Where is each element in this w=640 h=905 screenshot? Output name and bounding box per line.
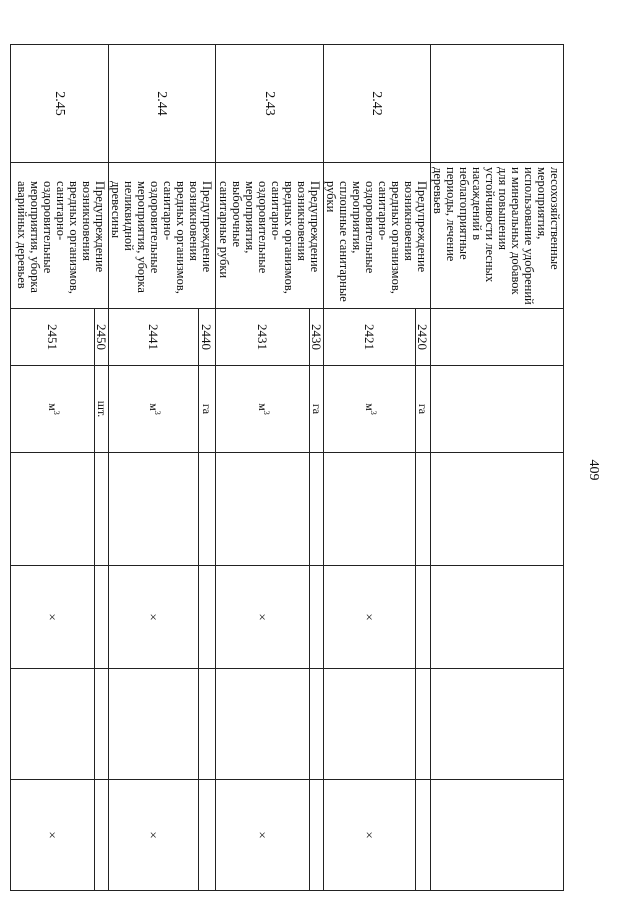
rotated-table-container: [15, 44, 564, 890]
table-row: [415, 45, 430, 891]
row-code: 2431: [216, 309, 310, 366]
row-cell: [198, 780, 215, 891]
table-row: [198, 45, 215, 891]
row-cell: [95, 566, 109, 669]
row-cell: [431, 669, 564, 780]
unit-exponent: 3: [262, 410, 271, 415]
row-cell: [415, 453, 430, 566]
row-cell: ×: [216, 780, 310, 891]
row-cell: ×: [109, 780, 199, 891]
row-number: 2.42: [324, 45, 431, 163]
row-cell: [198, 566, 215, 669]
unit-exponent: 3: [52, 410, 61, 415]
row-cell: [109, 669, 199, 780]
row-cell: [324, 669, 416, 780]
row-cell: ×: [216, 566, 310, 669]
document-table-frame: [15, 44, 564, 890]
row-unit: [11, 366, 95, 453]
row-cell: [95, 453, 109, 566]
row-cell: ×: [11, 780, 95, 891]
row-unit: шт.: [95, 366, 109, 453]
unit-exponent: 3: [152, 410, 162, 415]
row-name: Предупреждение возникновения вредных организмов, санитарно-оздоровительные мероприятия, сплошные санитарные рубки: [324, 163, 431, 309]
unit-base: м: [362, 403, 377, 411]
row-unit: [109, 366, 199, 453]
row-unit: га: [310, 366, 324, 453]
row-unit: [324, 366, 416, 453]
row-cell: [198, 453, 215, 566]
row-cell: [109, 453, 199, 566]
row-cell: [95, 669, 109, 780]
page-number: 409: [586, 459, 601, 481]
row-code: [431, 309, 564, 366]
unit-base: м: [46, 403, 60, 411]
table-row-continuation: [431, 45, 564, 891]
row-cell: [310, 566, 324, 669]
row-cell: [11, 453, 95, 566]
row-code: 2420: [415, 309, 430, 366]
row-cell: [310, 453, 324, 566]
row-cell: [415, 780, 430, 891]
row-cell: [431, 566, 564, 669]
row-code: 2450: [95, 309, 109, 366]
row-cell: [95, 780, 109, 891]
row-unit: [431, 366, 564, 453]
unit-base: м: [256, 403, 270, 411]
row-number: 2.45: [11, 45, 109, 163]
row-number: 2.43: [216, 45, 324, 163]
row-cell: ×: [109, 566, 199, 669]
row-code: 2451: [11, 309, 95, 366]
table-row: [95, 45, 109, 891]
row-cell: [431, 780, 564, 891]
row-number: 2.44: [109, 45, 216, 163]
row-cell: [198, 669, 215, 780]
row-cell: ×: [324, 566, 416, 669]
row-code: 2440: [198, 309, 215, 366]
unit-base: м: [146, 403, 161, 411]
row-name: Предупреждение возникновения вредных организмов, санитарно-оздоровительные мероприятия, выборочные санитарные рубки: [216, 163, 324, 309]
row-code: 2430: [310, 309, 324, 366]
row-unit: га: [415, 366, 430, 453]
row-cell: ×: [324, 780, 416, 891]
row-cell: [431, 453, 564, 566]
row-cell: [310, 780, 324, 891]
row-cell: [216, 669, 310, 780]
row-name: лесохозяйственные мероприятия, использование удобрений и минеральных добавок для повышения устойчивости лесных насаждений в неблагоприятные периоды, лечение деревьев: [431, 163, 564, 309]
row-code: 2441: [109, 309, 199, 366]
row-cell: [11, 669, 95, 780]
row-cell: [324, 453, 416, 566]
row-name: Предупреждение возникновения вредных организмов, санитарно-оздоровительные мероприятия, уборка аварийных деревьев: [11, 163, 109, 309]
row-cell: [415, 566, 430, 669]
row-cell: [415, 669, 430, 780]
row-code: 2421: [324, 309, 416, 366]
forestry-report-table: [10, 44, 564, 891]
row-cell: [310, 669, 324, 780]
row-name: Предупреждение возникновения вредных организмов, санитарно-оздоровительные мероприятия, уборка неликвидной древесины: [109, 163, 216, 309]
row-unit: га: [198, 366, 215, 453]
row-cell: ×: [11, 566, 95, 669]
row-number: [431, 45, 564, 163]
unit-exponent: 3: [368, 410, 378, 415]
table-row: [310, 45, 324, 891]
row-cell: [216, 453, 310, 566]
row-unit: [216, 366, 310, 453]
